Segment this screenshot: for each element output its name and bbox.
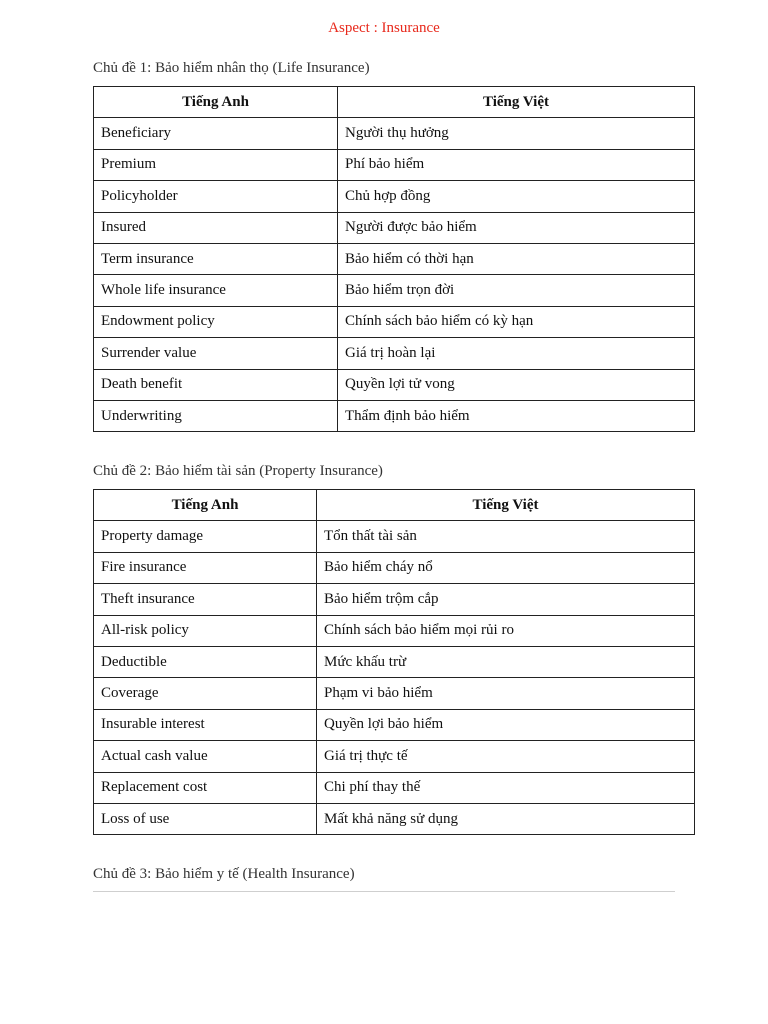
section-heading-3: Chủ đề 3: Bảo hiểm y tế (Health Insurance) [93,866,355,882]
english-term-cell: Underwriting [94,400,338,431]
divider-line [93,891,675,892]
english-term-cell: Property damage [94,521,317,552]
table-row [94,741,695,772]
vietnamese-term-cell: Tổn thất tài sản [317,521,695,552]
vietnamese-term-cell: Chủ hợp đồng [338,181,695,212]
vietnamese-term-cell: Quyền lợi tử vong [338,369,695,400]
english-term-cell: Fire insurance [94,552,317,583]
english-term-cell: Loss of use [94,803,317,834]
vocabulary-table-life [93,86,695,432]
english-term-cell: Term insurance [94,243,338,274]
english-term-cell: Replacement cost [94,772,317,803]
english-term-cell: Beneficiary [94,118,338,149]
vietnamese-term-cell: Chính sách bảo hiểm có kỳ hạn [338,306,695,337]
english-term-cell: Surrender value [94,338,338,369]
table-header-row [94,490,695,521]
english-term-cell: Death benefit [94,369,338,400]
table-row [94,646,695,677]
vietnamese-term-cell: Chi phí thay thế [317,772,695,803]
table-row [94,584,695,615]
table-row [94,149,695,180]
table-row [94,181,695,212]
table-row [94,275,695,306]
table-row [94,369,695,400]
table-header-row [94,87,695,118]
section-heading-1: Chủ đề 1: Bảo hiểm nhân thọ (Life Insurance) [93,60,370,76]
section-heading-2: Chủ đề 2: Bảo hiểm tài sản (Property Insurance) [93,463,383,479]
vietnamese-term-cell: Người được bảo hiểm [338,212,695,243]
column-header-vietnamese: Tiếng Việt [338,87,695,118]
table-row [94,678,695,709]
english-term-cell: Coverage [94,678,317,709]
vietnamese-term-cell: Quyền lợi bảo hiểm [317,709,695,740]
table-row [94,212,695,243]
vietnamese-term-cell: Mất khả năng sử dụng [317,803,695,834]
vietnamese-term-cell: Thẩm định bảo hiểm [338,400,695,431]
vietnamese-term-cell: Bảo hiểm trộm cắp [317,584,695,615]
english-term-cell: Insured [94,212,338,243]
column-header-english: Tiếng Anh [94,87,338,118]
table-row [94,118,695,149]
page-title: Aspect : Insurance [328,20,440,36]
english-term-cell: All-risk policy [94,615,317,646]
table-row [94,521,695,552]
english-term-cell: Insurable interest [94,709,317,740]
vietnamese-term-cell: Chính sách bảo hiểm mọi rủi ro [317,615,695,646]
vietnamese-term-cell: Phạm vi bảo hiểm [317,678,695,709]
table-row [94,552,695,583]
table-row [94,243,695,274]
vietnamese-term-cell: Phí bảo hiểm [338,149,695,180]
english-term-cell: Deductible [94,646,317,677]
table-row [94,615,695,646]
table-row [94,772,695,803]
english-term-cell: Actual cash value [94,741,317,772]
english-term-cell: Endowment policy [94,306,338,337]
vocabulary-table-property [93,489,695,835]
vietnamese-term-cell: Bảo hiểm có thời hạn [338,243,695,274]
english-term-cell: Premium [94,149,338,180]
english-term-cell: Policyholder [94,181,338,212]
vietnamese-term-cell: Bảo hiểm trọn đời [338,275,695,306]
english-term-cell: Whole life insurance [94,275,338,306]
vietnamese-term-cell: Giá trị hoàn lại [338,338,695,369]
column-header-vietnamese: Tiếng Việt [317,490,695,521]
table-row [94,306,695,337]
vietnamese-term-cell: Bảo hiểm cháy nổ [317,552,695,583]
english-term-cell: Theft insurance [94,584,317,615]
table-row [94,400,695,431]
vietnamese-term-cell: Người thụ hưởng [338,118,695,149]
vietnamese-term-cell: Giá trị thực tế [317,741,695,772]
vietnamese-term-cell: Mức khấu trừ [317,646,695,677]
table-row [94,803,695,834]
table-row [94,338,695,369]
table-row [94,709,695,740]
column-header-english: Tiếng Anh [94,490,317,521]
